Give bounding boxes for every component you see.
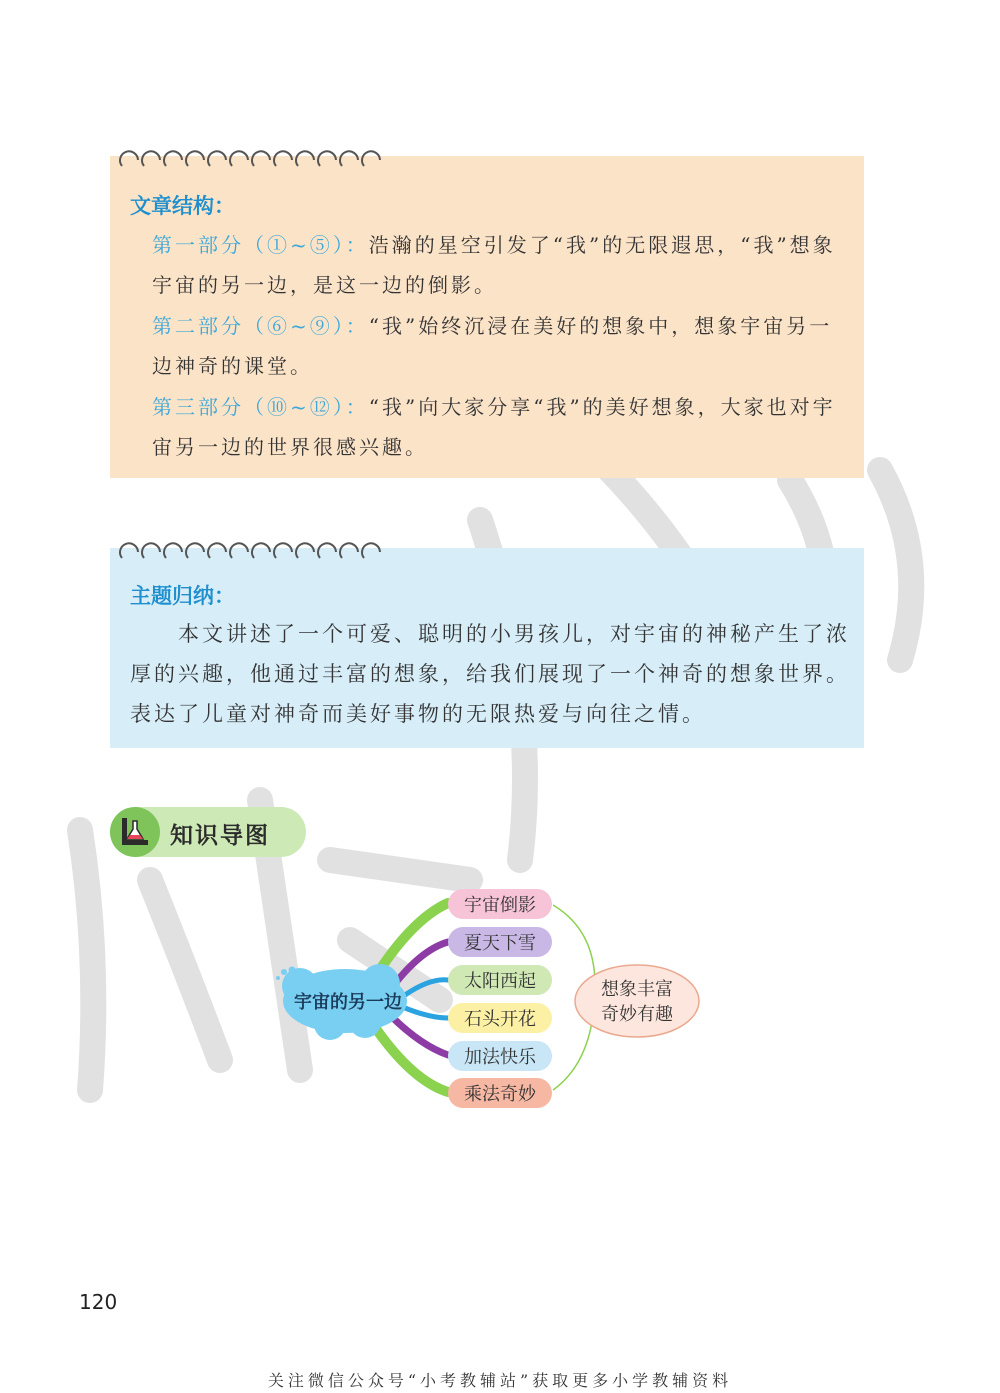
part-label: 第二部分（⑥~⑨）： xyxy=(152,314,369,338)
branch-label: 乘法奇妙 xyxy=(464,1084,536,1105)
part-text: “我”始终沉浸在美好的想象中，想象宇宙另一边神奇的课堂。 xyxy=(152,314,833,378)
branch-node xyxy=(448,1041,552,1071)
part-label: 第一部分（①~⑤）： xyxy=(152,233,369,257)
branch-node xyxy=(448,1078,552,1108)
branch-label: 夏天下雪 xyxy=(464,933,536,954)
branch-line xyxy=(405,980,448,995)
theme-title: 主题归纳： xyxy=(130,584,235,608)
branch-node xyxy=(448,889,552,919)
branch-line xyxy=(390,1015,448,1055)
part-text: “我”向大家分享“我”的美好想象，大家也对宇宙另一边的世界很感兴趣。 xyxy=(152,395,836,459)
center-label: 宇宙的另一边 xyxy=(294,992,402,1013)
summary-line-2: 奇妙有趣 xyxy=(601,1004,673,1025)
structure-title: 文章结构： xyxy=(130,194,235,218)
center-node xyxy=(276,964,407,1040)
branch-line xyxy=(405,1008,448,1018)
part-text: 浩瀚的星空引发了“我”的无限遐思，“我”想象宇宙的另一边，是这一边的倒影。 xyxy=(152,233,836,297)
page-number: 120 xyxy=(79,1290,118,1314)
summary-line-1: 想象丰富 xyxy=(601,979,673,1000)
part-label: 第三部分（⑩~⑫）： xyxy=(152,395,369,419)
branch-node xyxy=(448,965,552,995)
branch-label: 石头开花 xyxy=(464,1009,536,1030)
branch-node xyxy=(448,927,552,957)
branch-label: 太阳西起 xyxy=(464,971,536,992)
branch-label: 宇宙倒影 xyxy=(464,895,536,916)
footer-note: 关注微信公众号“小考教辅站”获取更多小学教辅资料 xyxy=(267,1371,733,1390)
branch-node xyxy=(448,1003,552,1033)
knowledge-map-title: 知识导图 xyxy=(170,823,270,849)
branch-label: 加法快乐 xyxy=(464,1047,536,1068)
summary-node xyxy=(575,965,699,1037)
theme-text: 本文讲述了一个可爱、聪明的小男孩儿，对宇宙的神秘产生了浓厚的兴趣，他通过丰富的想象，给我们展现了一个神奇的想象世界。表达了儿童对神奇而美好事物的无限热爱与向往之情。 xyxy=(130,622,850,726)
